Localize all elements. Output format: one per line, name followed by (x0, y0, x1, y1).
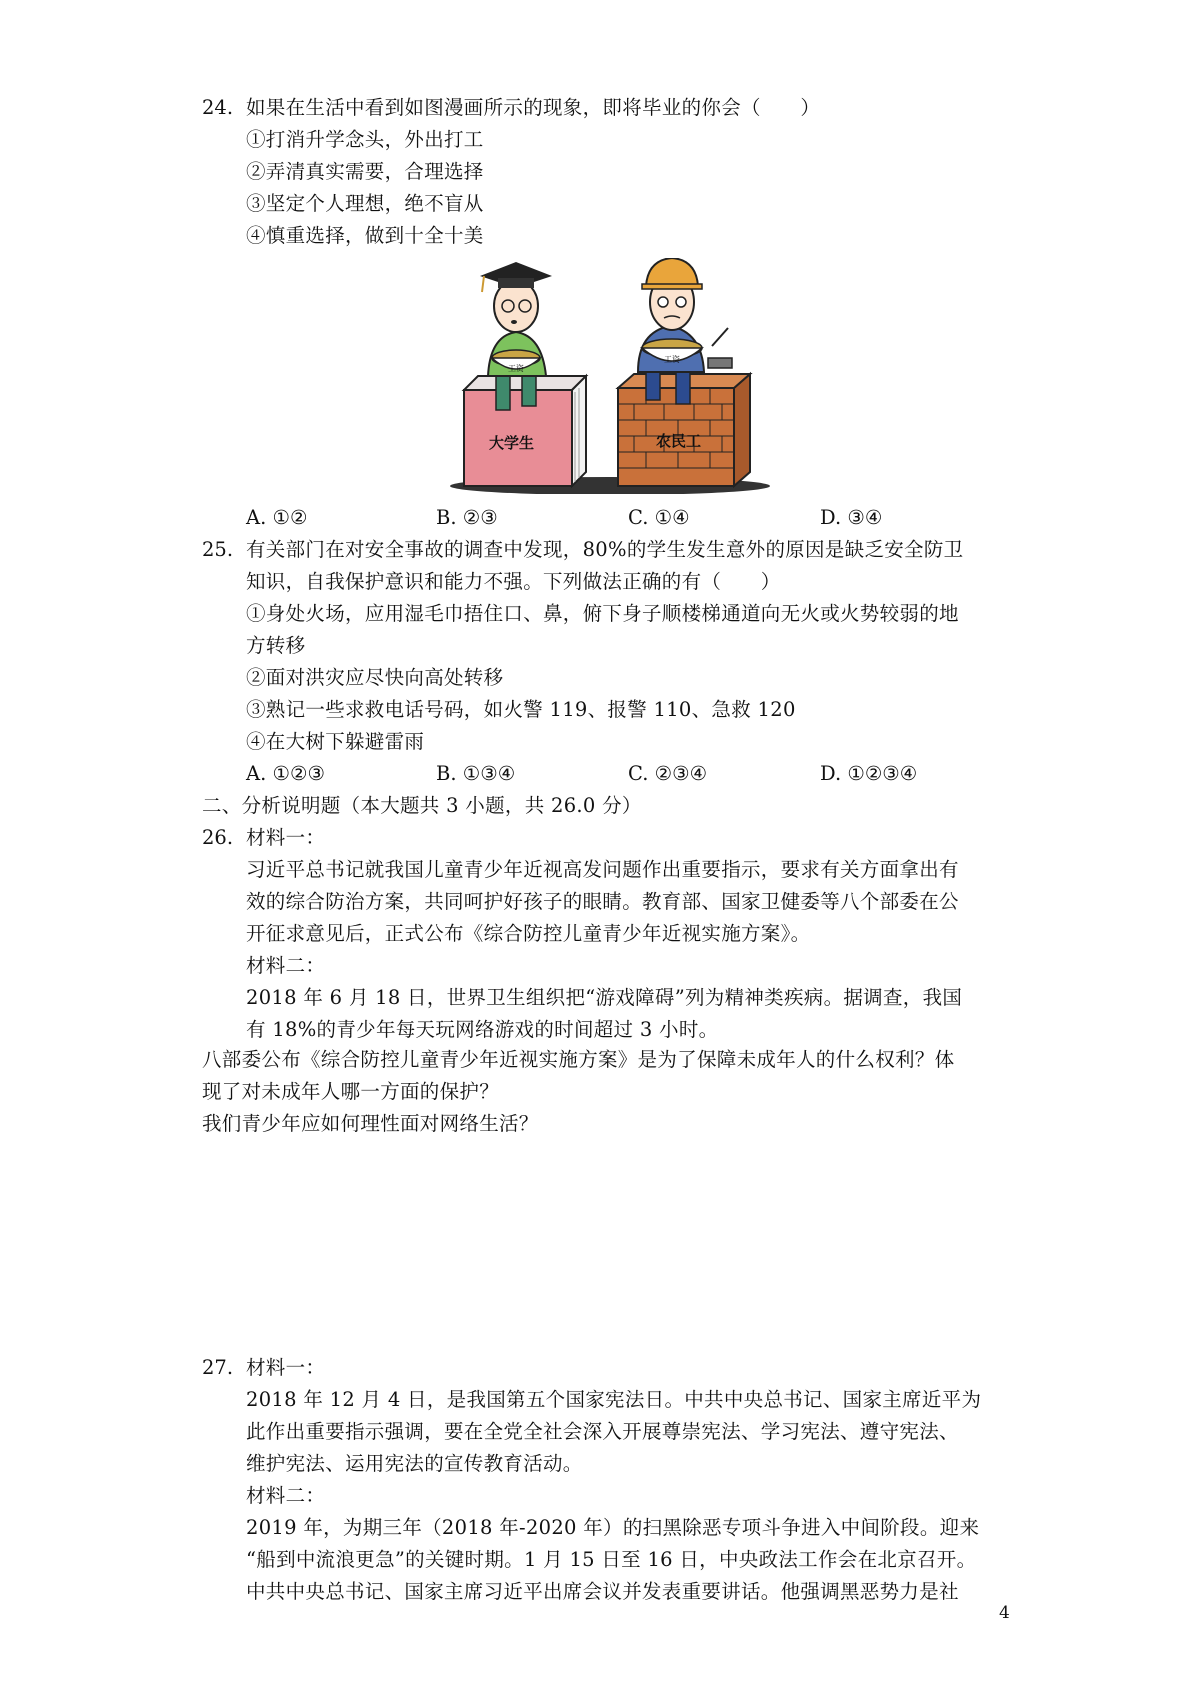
question-24-option-b: B. ②③ (436, 506, 498, 529)
question-25-item-1: ①身处火场，应用湿毛巾捂住口、鼻，俯下身子顺楼梯通道向无火或火势较弱的地 (246, 602, 959, 625)
question-24-number: 24. (202, 96, 234, 119)
question-26-question-line-3: 我们青少年应如何理性面对网络生活？ (202, 1112, 539, 1135)
question-24-option-c: C. ①④ (628, 506, 690, 529)
question-27-material-2-line-2: “船到中流浪更急”的关键时期。1 月 15 日至 16 日，中央政法工作会在北京召开。 (246, 1548, 977, 1571)
student-figure (464, 262, 586, 486)
worker-figure (618, 258, 750, 486)
question-25-item-1-cont: 方转移 (246, 634, 306, 657)
question-26-material-1-line-1: 习近平总书记就我国儿童青少年近视高发问题作出重要指示，要求有关方面拿出有 (246, 858, 959, 881)
question-26-material-1-line-2: 效的综合防治方案，共同呵护好孩子的眼睛。教育部、国家卫健委等八个部委在公 (246, 890, 959, 913)
question-25-option-d: D. ①②③④ (820, 762, 918, 785)
student-label: 大学生 (489, 434, 535, 452)
question-26-material-2-line-2: 有 18%的青少年每天玩网络游戏的时间超过 3 小时。 (246, 1018, 719, 1041)
question-26-material-2-title: 材料二： (246, 954, 326, 977)
student-bowl-label: 工资 (508, 364, 524, 373)
question-27-material-1-line-3: 维护宪法、运用宪法的宣传教育活动。 (246, 1452, 583, 1475)
question-25-item-2: ②面对洪灾应尽快向高处转移 (246, 666, 504, 689)
question-26-material-1-line-3: 开征求意见后，正式公布《综合防控儿童青少年近视实施方案》。 (246, 922, 811, 945)
question-27-material-1-line-1: 2018 年 12 月 4 日，是我国第五个国家宪法日。中共中央总书记、国家主席近平为 (246, 1388, 982, 1411)
question-27-number: 27. (202, 1356, 234, 1379)
question-26-question-line-1: 八部委公布《综合防控儿童青少年近视实施方案》是为了保障未成年人的什么权利？体 (202, 1048, 955, 1071)
question-24-option-d: D. ③④ (820, 506, 883, 529)
question-26-material-2-line-1: 2018 年 6 月 18 日，世界卫生组织把“游戏障碍”列为精神类疾病。据调查，我国 (246, 986, 963, 1009)
question-24-option-a: A. ①② (246, 506, 308, 529)
question-26-question-line-2: 现了对未成年人哪一方面的保护？ (202, 1080, 500, 1103)
section-2-heading: 二、分析说明题（本大题共 3 小题，共 26.0 分） (202, 794, 642, 817)
question-25-item-4: ④在大树下躲避雷雨 (246, 730, 425, 753)
question-24-item-2: ②弄清真实需要，合理选择 (246, 160, 484, 183)
question-27-material-1-title: 材料一： (246, 1356, 326, 1379)
page-number: 4 (999, 1603, 1010, 1623)
cartoon-illustration (450, 258, 770, 494)
question-24-stem: 如果在生活中看到如图漫画所示的现象，即将毕业的你会（ ） (246, 96, 821, 119)
question-25-number: 25. (202, 538, 234, 561)
question-24-item-4: ④慎重选择，做到十全十美 (246, 224, 484, 247)
question-25-stem-line-1: 有关部门在对安全事故的调查中发现，80%的学生发生意外的原因是缺乏安全防卫 (246, 538, 964, 561)
question-27-material-2-line-1: 2019 年，为期三年（2018 年-2020 年）的扫黑除恶专项斗争进入中间阶段。迎来 (246, 1516, 980, 1539)
question-27-material-1-line-2: 此作出重要指示强调，要在全党全社会深入开展尊崇宪法、学习宪法、遵守宪法、 (246, 1420, 959, 1443)
question-25-item-3: ③熟记一些求救电话号码，如火警 119、报警 110、急救 120 (246, 698, 796, 721)
question-24-item-1: ①打消升学念头，外出打工 (246, 128, 484, 151)
question-25-option-c: C. ②③④ (628, 762, 708, 785)
question-25-option-a: A. ①②③ (246, 762, 325, 785)
question-24-item-3: ③坚定个人理想，绝不盲从 (246, 192, 484, 215)
question-25-stem-line-2: 知识，自我保护意识和能力不强。下列做法正确的有（ ） (246, 570, 781, 593)
worker-bowl-label: 工资 (664, 355, 680, 364)
question-27-material-2-title: 材料二： (246, 1484, 326, 1507)
question-26-number: 26. (202, 826, 234, 849)
question-25-option-b: B. ①③④ (436, 762, 516, 785)
question-26-material-1-title: 材料一： (246, 826, 326, 849)
worker-label: 农民工 (656, 432, 702, 450)
question-27-material-2-line-3: 中共中央总书记、国家主席习近平出席会议并发表重要讲话。他强调黑恶势力是社 (246, 1580, 959, 1603)
